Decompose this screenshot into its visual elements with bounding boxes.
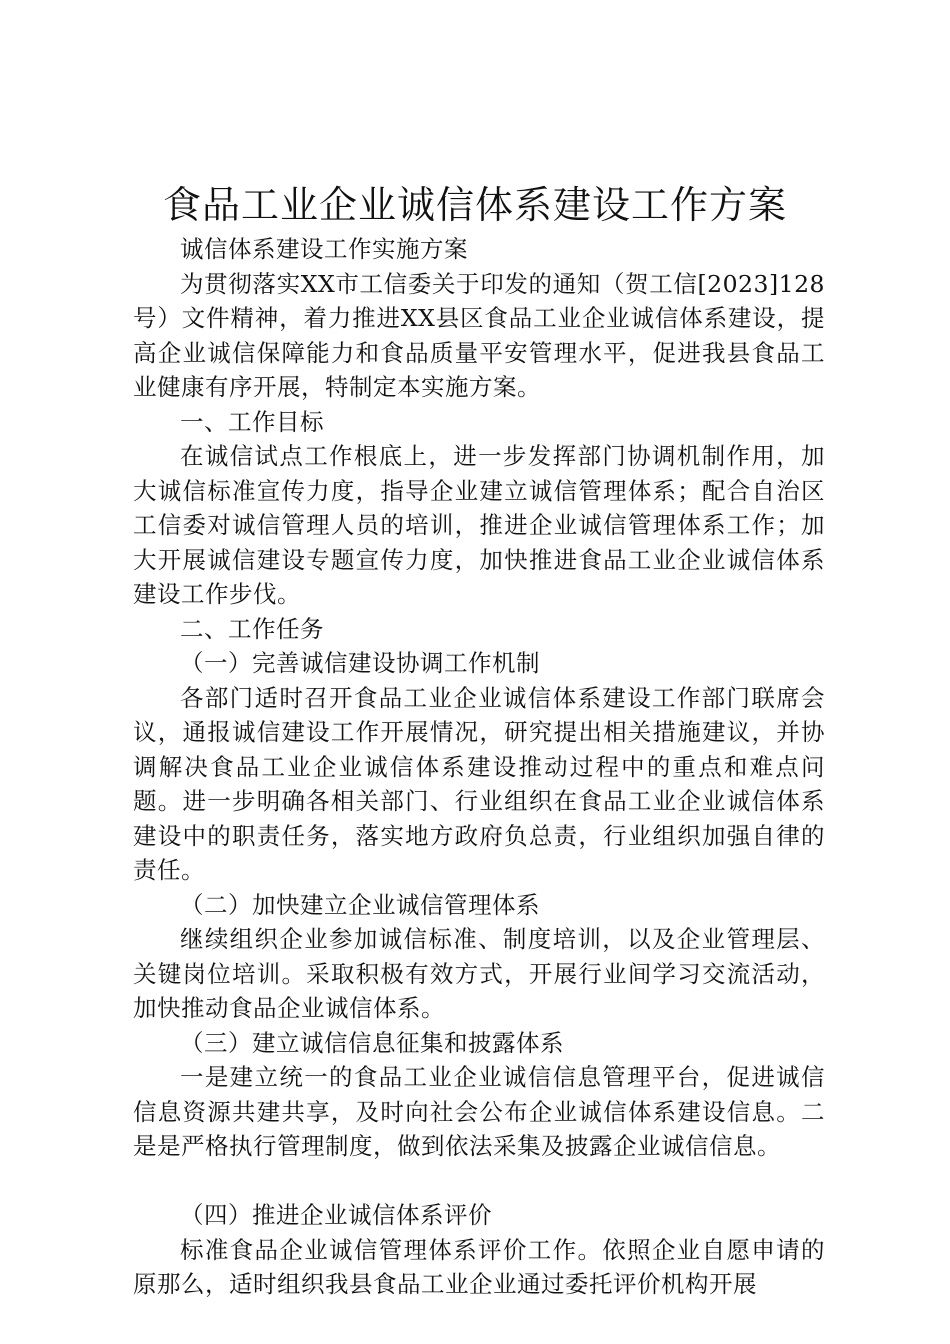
task-paragraph-4: 标准食品企业诚信管理体系评价工作。依照企业自愿申请的原那么，适时组织我县食品工业企业通过委托评价机构开展 bbox=[133, 1235, 825, 1298]
task-heading-1: （一）完善诚信建设协调工作机制 bbox=[180, 649, 540, 677]
task-paragraph-3: 一是建立统一的食品工业企业诚信信息管理平台，促进诚信信息资源共建共享，及时向社会公布企业诚信体系建设信息。二是是严格执行管理制度，做到依法采集及披露企业诚信信息。 bbox=[133, 1063, 825, 1160]
intro-paragraph: 为贯彻落实XX市工信委关于印发的通知（贺工信[2023]128号）文件精神，着力推进XX县区食品工业企业诚信体系建设，提高企业诚信保障能力和食品质量平安管理水平，促进我县食品工业健康有序开展，特制定本实施方案。 bbox=[133, 269, 825, 401]
paragraph-gap bbox=[133, 1164, 825, 1199]
document-subtitle: 诚信体系建设工作实施方案 bbox=[180, 235, 468, 263]
document-title: 食品工业企业诚信体系建设工作方案 bbox=[162, 183, 787, 227]
section-paragraph-goals: 在诚信试点工作根底上，进一步发挥部门协调机制作用，加大诚信标准宣传力度，指导企业建立诚信管理体系；配合自治区工信委对诚信管理人员的培训，推进企业诚信管理体系工作；加大开展诚信建设专题宣传力度，加快推进食品工业企业诚信体系建设工作步伐。 bbox=[133, 442, 825, 608]
task-heading-3: （三）建立诚信信息征集和披露体系 bbox=[180, 1028, 564, 1057]
task-paragraph-1: 各部门适时召开食品工业企业诚信体系建设工作部门联席会议，通报诚信建设工作开展情况，研究提出相关措施建议，并协调解决食品工业企业诚信体系建设推动过程中的重点和难点问题。进一步明确各相关部门、行业组织在食品工业企业诚信体系建设中的职责任务，落实地方政府负总责，行业组织加强自律的责任。 bbox=[133, 683, 825, 884]
section-heading-tasks: 二、工作任务 bbox=[180, 614, 324, 643]
section-heading-goals: 一、工作目标 bbox=[180, 407, 324, 436]
task-paragraph-2: 继续组织企业参加诚信标准、制度培训，以及企业管理层、关键岗位培训。采取积极有效方式，开展行业间学习交流活动，加快推动食品企业诚信体系。 bbox=[133, 925, 825, 1022]
task-heading-2: （二）加快建立企业诚信管理体系 bbox=[180, 890, 540, 919]
document-body bbox=[133, 232, 825, 1302]
task-heading-4: （四）推进企业诚信体系评价 bbox=[180, 1201, 492, 1229]
